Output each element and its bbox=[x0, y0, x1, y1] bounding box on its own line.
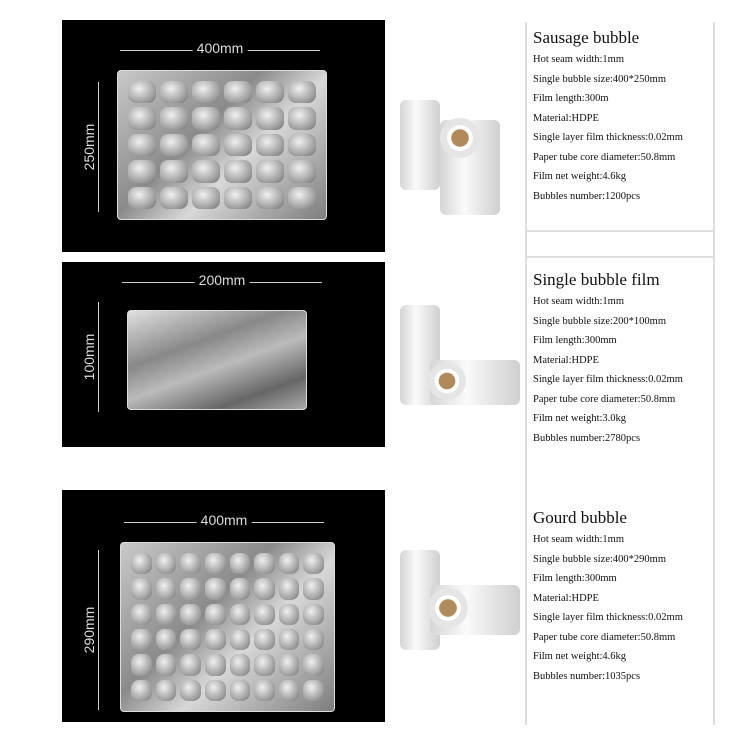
spec-line: Material:HDPE bbox=[533, 354, 599, 366]
spec-cell bbox=[525, 256, 715, 455]
spec-line: Hot seam width:1mm bbox=[533, 54, 624, 65]
product-title: Single bubble film bbox=[533, 270, 660, 289]
spec-line: Film net weight:3.0kg bbox=[533, 413, 627, 424]
roll-core-icon bbox=[428, 588, 468, 628]
empty-cell bbox=[525, 232, 715, 256]
product-title: Gourd bubble bbox=[533, 508, 627, 527]
spec-line: Single layer film thickness:0.02mm bbox=[533, 132, 683, 143]
width-dimension bbox=[122, 272, 322, 288]
roll-core-icon bbox=[428, 362, 466, 400]
spec-line: Paper tube core diameter:50.8mm bbox=[533, 631, 676, 643]
bubble-bag bbox=[120, 542, 335, 712]
width-label: 400mm bbox=[197, 512, 252, 528]
empty-cell bbox=[525, 455, 715, 500]
height-dimension bbox=[81, 302, 99, 412]
spec-cell bbox=[525, 22, 715, 230]
height-dimension bbox=[81, 82, 99, 212]
spec-line: Bubbles number:2780pcs bbox=[533, 432, 641, 444]
width-dimension bbox=[120, 40, 320, 56]
spec-line: Single layer film thickness:0.02mm bbox=[533, 374, 683, 385]
height-label: 290mm bbox=[81, 603, 97, 658]
spec-line: Hot seam width:1mm bbox=[533, 296, 624, 307]
bubble-bag bbox=[127, 310, 307, 410]
spec-line: Bubbles number:1200pcs bbox=[533, 190, 641, 202]
gourd-bubble-photo bbox=[62, 490, 385, 722]
bubble-bag bbox=[117, 70, 327, 220]
spec-line: Material:HDPE bbox=[533, 592, 599, 604]
single-bubble-photo bbox=[62, 262, 385, 447]
spec-line: Film net weight:4.6kg bbox=[533, 171, 627, 182]
spec-line: Film length:300mm bbox=[533, 573, 617, 584]
spec-line: Single bubble size:400*290mm bbox=[533, 553, 666, 565]
spec-line: Single bubble size:200*100mm bbox=[533, 315, 666, 327]
height-label: 100mm bbox=[81, 330, 97, 385]
spec-line: Paper tube core diameter:50.8mm bbox=[533, 393, 676, 405]
height-dimension bbox=[81, 550, 99, 710]
spec-line: Film length:300mm bbox=[533, 335, 617, 346]
width-dimension bbox=[124, 512, 324, 528]
sausage-bubble-photo bbox=[62, 20, 385, 252]
film-roll-image bbox=[400, 100, 440, 190]
width-label: 200mm bbox=[195, 272, 250, 288]
spec-line: Material:HDPE bbox=[533, 112, 599, 124]
product-title: Sausage bubble bbox=[533, 28, 640, 47]
height-label: 250mm bbox=[81, 120, 97, 175]
spec-line: Film length:300m bbox=[533, 93, 609, 104]
width-label: 400mm bbox=[193, 40, 248, 56]
spec-line: Single bubble size:400*250mm bbox=[533, 73, 666, 85]
spec-line: Paper tube core diameter:50.8mm bbox=[533, 151, 676, 163]
spec-line: Bubbles number:1035pcs bbox=[533, 670, 641, 682]
spec-cell bbox=[525, 500, 715, 725]
spec-line: Single layer film thickness:0.02mm bbox=[533, 612, 683, 623]
spec-line: Hot seam width:1mm bbox=[533, 534, 624, 545]
roll-core-icon bbox=[440, 118, 480, 158]
spec-line: Film net weight:4.6kg bbox=[533, 651, 627, 662]
